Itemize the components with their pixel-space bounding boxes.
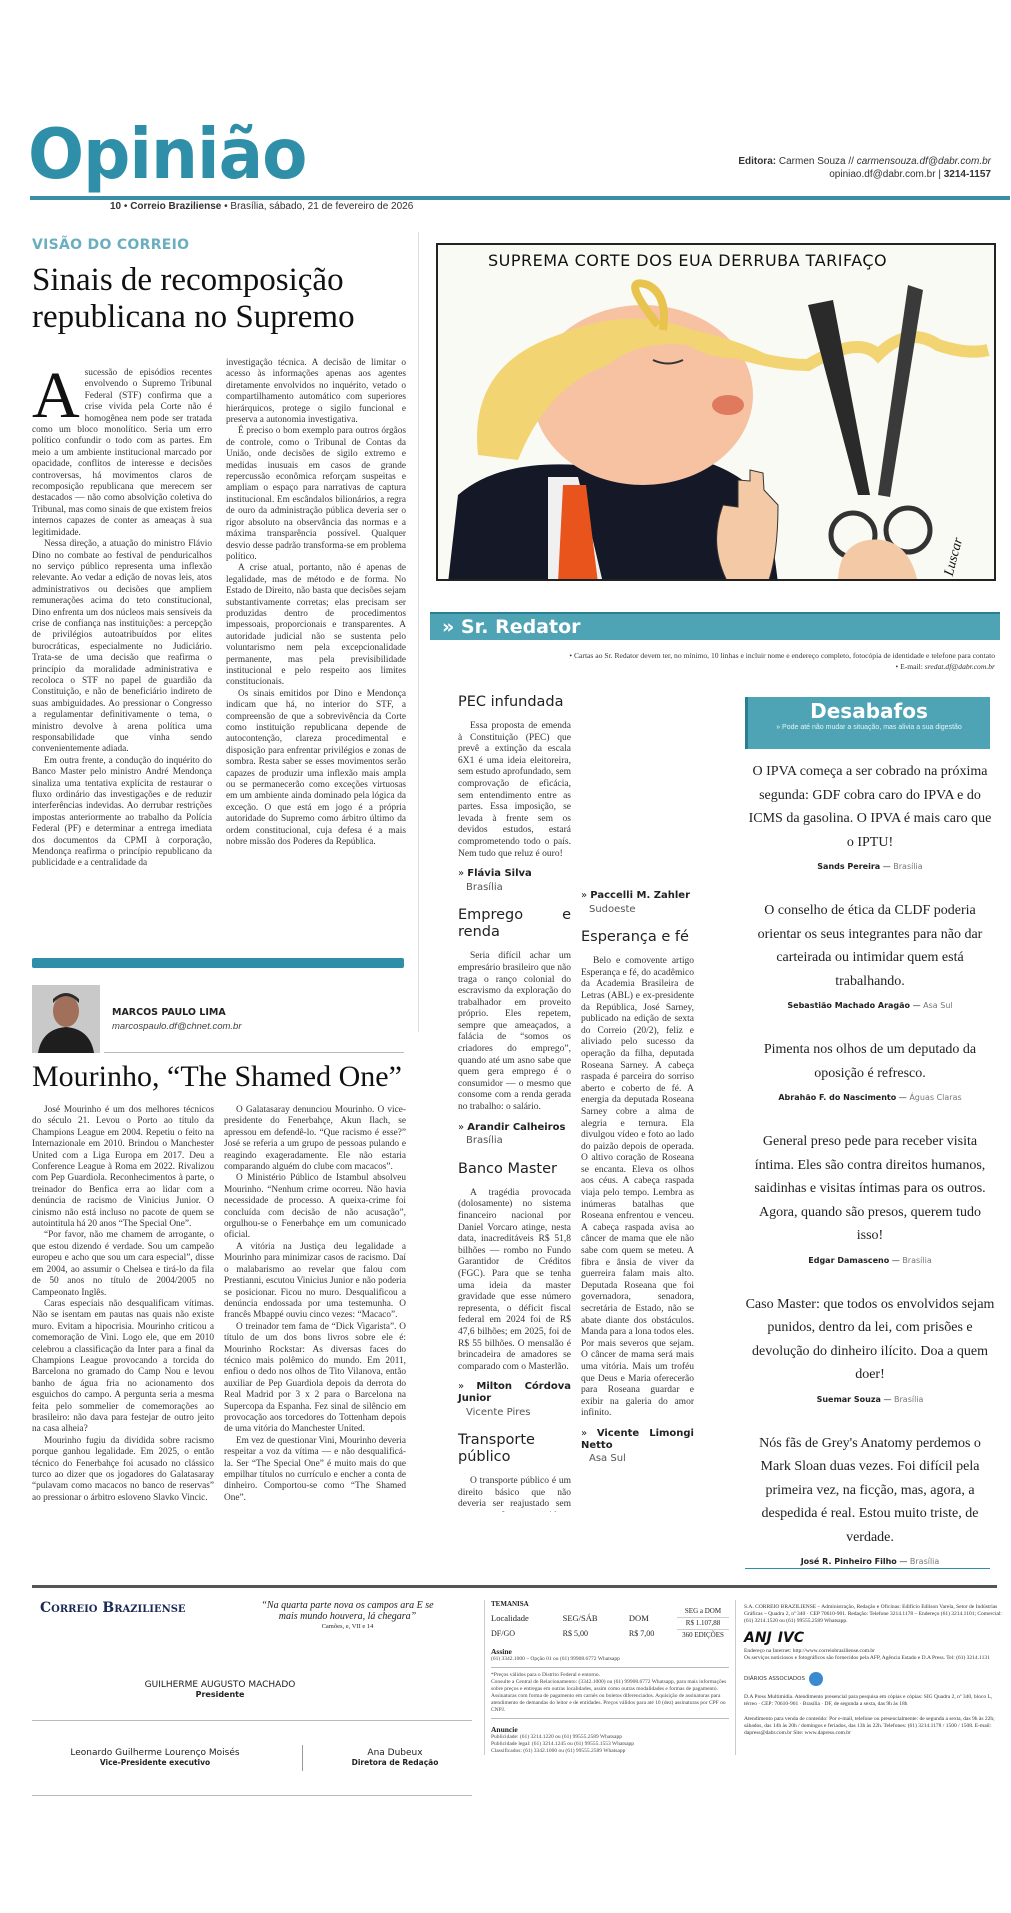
desabafo-city: Águas Claras: [909, 1093, 962, 1102]
letter-text: Seria difícil achar um empresário brasileiro que não traga o ranço colonial do escravismo da exploração do trabalhador em proveito próprio. Eles repetem, sempre que ameaçados, a falácia de “somos os criadores do emprego”, quando até um asno sabe que quem gera emprego é o consumidor — o mesmo que consome com a renda gerada no trabalho: o salário.: [458, 951, 571, 1113]
letter-city: Asa Sul: [589, 1453, 626, 1465]
vp-name: Leonardo Guilherme Lourenço Moisés: [70, 1748, 240, 1758]
director-role: Diretora de Redação: [351, 1758, 439, 1767]
admin-address: S.A. CORREIO BRAZILIENSE – Administração, Redação e Oficinas: Edifício Edilson Varela, Setor de Indústrias Gráficas – Quadra 2, nº 340 · CEP 70610-901. Redação: Telefone 3214.1178 – Endereço (61) 3214.1101; Comercial: (61) 3214.1520 ou (61) 99555.2589 Whatsapp.: [744, 1604, 1002, 1624]
editors-email[interactable]: carmensouza.df@dabr.com.br: [856, 156, 991, 167]
association-logos: [744, 1630, 1004, 1646]
price-note: *Preços válidos para o Distrito Federal e entorno.: [491, 1672, 601, 1678]
price-box: [484, 1600, 736, 1755]
admin-photos: Os serviços noticiosos e fotográficos são fornecidos pela AFP, Agência Estado e D.A Press. Tel: (61) 3214.1131: [744, 1655, 990, 1661]
desabafo-author: José R. Pinheiro Filho: [800, 1557, 897, 1566]
footer-separator: [302, 1745, 303, 1771]
letter-city: Sudoeste: [589, 903, 636, 915]
letter-city: Brasília: [466, 881, 503, 893]
letter: [458, 694, 571, 893]
letter-title: PEC infundada: [458, 694, 564, 710]
desabafo-item: O IPVA começa a ser cobrado na próxima segunda: GDF cobra caro do IPVA e do ICMS da gasolina. O IPVA é mais caro que o IPTU! Sands Pereira — Brasília: [745, 760, 995, 871]
letter-title: Transporte público: [458, 1432, 535, 1466]
price-header: SEG/SÁB: [562, 1613, 598, 1623]
cartoon-signature: Luscar: [941, 536, 967, 578]
desabafo-author: Sands Pereira: [817, 862, 881, 871]
letter-author: » Arandir Calheiros: [458, 1122, 571, 1134]
letter-author: » Flávia Silva: [458, 868, 571, 880]
price-header-row: [491, 1610, 677, 1626]
sr-redator-email-label: E-mail:: [900, 662, 923, 671]
editorial-paragraph: Os sinais emitidos por Dino e Mendonça indicam que há, no interior do STF, a compreensão de que a sobrevivência da Corte como instituição republicana depende de autocontenção, clareza procedimental e disposição para enfrentar privilégios e zonas de sombra. Resta saber se esses movimentos serão capazes de produzir uma inflexão mais ampla ou se permanecerão como exceções virtuosas em um ambiente ainda dominado pela lógica da exceção. O que está em jogo é a própria autoridade do Supremo como árbitro último da ordem constitucional, cuja defesa é a mais nobre missão dos Poderes da República.: [226, 688, 406, 848]
column-body-1: [32, 1105, 214, 1504]
letter-author: » Milton Córdova Junior: [458, 1381, 571, 1404]
desabafo-city: Brasília: [894, 1394, 924, 1404]
column-body-2: [224, 1105, 406, 1504]
desabafo-author: Sebastião Machado Aragão: [787, 1001, 911, 1010]
dateline: 10 • Correio Braziliense • Brasília, sábado, 21 de fevereiro de 2026: [110, 201, 414, 212]
editorial-column-2: [226, 358, 406, 848]
vice-president: [40, 1748, 270, 1767]
administration-box: [744, 1604, 1004, 1745]
price-cell: R$ 5,00: [562, 1629, 588, 1638]
price-header: Localidade: [491, 1613, 529, 1623]
letter-text: Belo e comovente artigo Esperança e fé, do acadêmico da Academia Brasileira de Letras (ABL) e ex-presidente da República, José Sarney, publicado na edição de sexta do Correio (20/2), feliz e aliviado pelo sucesso da operação da filha, deputada Roseana Sarney. A cabeça raspada é parceira do sorriso aberto e coberto de fé. A energia da deputada Roseana Sarney cobre a alma de alegria e ternura. Ela divulgou vídeo e foto ao lado do paizão depois de operada. O altivo coração de Roseana se encanta. Eleva os olhos aos céus. A cabeça raspada viaja pelo tempo. Lembra as inúmeras batalhas que Roseana enfrentou e venceu. A cabeça raspada avisa ao câncer de mama que ele não sabe com quem se meteu. A fibra e ânsia de viver da guerreira falam mais alto. Deputada Roseana que foi governadora, senadora, secretária de Estado, não se abate diante dos obstáculos. Manda para a lona todos eles. Por mais severos que sejam. O câncer de mama será mais uma vitória. Mais um troféu que Deus e Maria oferecerão para Roseana guardar e exibir na galeria do amor infinito.: [581, 956, 694, 1419]
desabafos-header: [745, 697, 990, 749]
editorial-cartoon: [436, 243, 996, 581]
letter-author: » Vicente Limongi Netto: [581, 1428, 694, 1451]
desabafo-city: Brasília: [893, 862, 923, 871]
anuncie-line: Classificados: (61) 3342.1000 ou (61) 99555.2589 Whatsapp: [491, 1748, 626, 1754]
footer-rule: [32, 1585, 997, 1588]
desabafo-text: O conselho de ética da CLDF poderia orientar os seus integrantes para não dar carteirada ou intimidar quem está trabalhando.: [757, 903, 983, 989]
editorial-column-1: [32, 359, 212, 870]
desabafo-item: General preso pede para receber visita íntima. Eles são contra direitos humanos, saidinhas e visitas íntimas para os outros. Agora, quando são presos, querem tudo isso! Edgar Damasceno — Brasília: [745, 1130, 995, 1265]
price-cell: R$ 7,00: [628, 1629, 655, 1638]
editorial-paragraph: sucessão de episódios recentes envolvendo o Supremo Tribunal Federal (STF) confirma que a crise vivida pela Corte não é homogênea nem pode ser tratada como um bloco monolítico. Seria um erro político confundir o todo com as partes. Em meio a um ambiente institucional marcado por opacidade, conflitos de interesse e decisões controversas, há movimentos claros de recomposição republicana que merecem ser destacados — não como absolvição coletiva do Tribunal, mas como sinais de que existem freios internos capazes de conter as ameaças à sua legitimidade.: [32, 368, 212, 538]
letter-author: » Paccelli M. Zahler: [581, 890, 694, 902]
cartoon-illustration: [438, 245, 996, 581]
letters-column-2: [581, 694, 694, 1479]
letter-city: Vicente Pires: [466, 1406, 531, 1418]
desabafo-author: Suemar Souza: [816, 1394, 881, 1404]
subscription-editions: 360 EDIÇÕES: [682, 1631, 724, 1639]
price-table: [491, 1610, 677, 1641]
desabafo-text: Nós fãs de Grey's Anatomy perdemos o Mark Sloan duas vezes. Foi difícil pela primeira vez, na ficção, mas, agora, a despedida é real. Estou muito triste, de verdade.: [759, 1435, 981, 1545]
assine-text: (61) 3342.1000 – Opção 01 ou (61) 99908.6772 Whatsapp: [491, 1656, 729, 1668]
price-cell: DF/GO: [491, 1629, 516, 1638]
column-paragraph: O Galatasaray denunciou Mourinho. O vice-presidente do Fenerbahçe, Akun Ilach, se apressou em defendê-lo. “Que racismo é esse?” José se referia a um grupo de pessoas pulando e reagindo exageradamente. Ele não estaria comparando alguém do clube com macacos”.: [224, 1105, 406, 1173]
desabafo-text: General preso pede para receber visita íntima. Eles são contra direitos humanos, saidinhas e visitas íntimas para os outros. Agora, quando são presos, querem tudo isso!: [754, 1134, 986, 1243]
letter-title: Banco Master: [458, 1160, 557, 1177]
president-name: GUILHERME AUGUSTO MACHADO: [144, 1680, 296, 1690]
anuncie-title: Anuncie: [491, 1725, 518, 1734]
letter: [458, 1432, 571, 1512]
editors-name: Carmen Souza: [778, 156, 846, 167]
letter: [458, 907, 571, 1147]
anuncie-line: Publicidade: (61) 3214.1220 ou (61) 99555.2589 Whatsapp: [491, 1734, 622, 1740]
da-logo-icon: [809, 1672, 823, 1686]
column-paragraph: O treinador tem fama de “Dick Vigarista”. O título de um dos bons livros sobre ele é: Mourinho Rockstar: As diversas faces do técnico mais polêmico do mundo. Em 2011, enfiou o dedo nos olhos de Tito Vilanova, então auxiliar de Pep Guardiola depois da derrota do Real Madrid por 3 x 2 para o Barcelona na Supercopa da Espanha. Fez sinal de silêncio em provocação aos torcedores do Tottenham depois de uma vitória do Manchester United.: [224, 1321, 406, 1435]
section-email[interactable]: opiniao.df@dabr.com.br: [829, 169, 936, 180]
cartoon-caption: SUPREMA CORTE DOS EUA DERRUBA TARIFAÇO: [488, 251, 888, 270]
editorial-paragraph: É preciso o bom exemplo para outros órgãos de controle, como o Tribunal de Contas da União, onde decisões de sigilo extremo e medidas inusuais em casos de grande repercussão econômica reforçam suspeitas e ampliam o espaço para narrativas de captura institucional. Em escândalos bilionários, a regra de ouro da administração pública deveria ser o rigor absoluto na observância das normas e a máxima transparência possível. Qualquer desvio desse padrão transforma-se em problema político.: [226, 426, 406, 562]
desabafo-item: O conselho de ética da CLDF poderia orientar os seus integrantes para não dar carteirada ou intimidar quem está trabalhando. Sebastião Machado Aragão — Asa Sul: [745, 899, 995, 1010]
author-photo: [32, 985, 100, 1053]
ivc-logo: IVC: [777, 1630, 805, 1646]
quote-source: Camões, e, VII e 14: [321, 1623, 374, 1630]
admin-internet[interactable]: Endereço na Internet: http://www.correiobraziliense.com.br: [744, 1648, 875, 1654]
desabafo-city: Brasília: [909, 1557, 940, 1566]
letter-text: Essa proposta de emenda à Constituição (PEC) que prevê a extinção da escala 6X1 é uma ideia eleitoreira, sem estudo aprofundado, sem comprovação de eficácia, sem entendimento entre as partes. Essa imposição, se levada à frente sem os devidos estudos, estará comprometendo todo o país. Nem tudo que reluz é ouro!: [458, 721, 571, 859]
letter-city: Brasília: [466, 1135, 503, 1147]
sr-redator-note: • Cartas ao Sr. Redator devem ter, no mínimo, 10 linhas e incluir nome e endereço completo, fotocópia de identidade e telefone para contato • E-mail: sredat.df@dabr.com.br: [569, 651, 995, 671]
column-divider: [418, 232, 419, 1032]
masthead-quote: “Na quarta parte nova os campos ara E se mais mundo houvera, lá chegara”: [261, 1600, 434, 1622]
column-paragraph: Caras especiais não desqualificam vítimas. Não se isentam em pautas nas quais não existe muro. Evitam a hipocrisia. Mourinho criticou a comemoração de Vini. Logo ele, que em 2010 celebrou a classificação da Inter para a final da Champions League provocando a torcida do Barcelona no gramado do Camp Nou e levou banho de água fria no acionamento dos esguichos do campo. A pergunta seria a mesma feita pelo sommelier de comemorações ao brasileiro: não dava para festejar de outro jeito na casa alheia?: [32, 1298, 214, 1435]
editors-label: Editora:: [738, 156, 777, 167]
editors-box: Editora: Carmen Souza // carmensouza.df@dabr.com.br opiniao.df@dabr.com.br | 3214-1157: [738, 156, 991, 180]
editorial-paragraph: A crise atual, portanto, não é apenas de legalidade, mas de método e de forma. No Estado de Direito, não basta que decisões sejam substantivamente corretas; elas precisam ser produzidas dentro de procedimentos impessoais, proporcionais e transparentes. A autoridade judicial não se sustenta pelo voluntarismo nem pela excepcionalidade permanente, mas pela previsibilidade institucional e pelo respeito aos limites constitucionais.: [226, 563, 406, 688]
director: [320, 1748, 470, 1767]
desabafo-text: Caso Master: que todos os envolvidos sejam punidos, dentro da lei, com prisões e devolução do dinheiro ilícito. Doa a quem doer!: [745, 1296, 995, 1382]
desabafo-text: Pimenta nos olhos de um deputado da oposição é refresco.: [763, 1042, 977, 1081]
sr-redator-header: » Sr. Redator: [430, 612, 1000, 640]
desabafo-author: Abrahão F. do Nascimento: [778, 1093, 897, 1102]
dropcap: A: [32, 359, 80, 432]
author-email[interactable]: marcospaulo.df@chnet.com.br: [112, 1021, 242, 1032]
desabafo-city: Brasília: [902, 1255, 932, 1265]
sr-redator-email[interactable]: sredat.df@dabr.com.br: [924, 662, 995, 671]
editorial-paragraph: Nessa direção, a atuação do ministro Flávio Dino no combate ao festival de penduricalhos no serviço público representa uma inflexão relevante. Ao vedar a edição de novas leis, atos administrativos ou decisões que ampliem remunerações acima do teto constitucional, Dino enfrenta um dos núcleos mais sensíveis da crise de confiança nas instituições: a percepção de privilégios autoatribuídos por elites burocráticas, especialmente no Judiciário. Trata-se de uma decisão que reafirma o princípio da moralidade administrativa e recoloca o STF no papel de guardião da Constituição, e não de beneficiário indireto de suas ambiguidades. Ao pressionar o Congresso a regulamentar definitivamente o tema, o ministro devolve à arena política uma responsabilidade que vinha sendo convenientemente adiada.: [32, 539, 212, 755]
desabafo-item: Nós fãs de Grey's Anatomy perdemos o Mark Sloan duas vezes. Foi difícil pela primeira vez, na ficção, mas, agora, a despedida é real. Estou muito triste, de verdade. José R. Pinheiro Filho — Brasília: [745, 1432, 995, 1567]
column-bar: [32, 958, 404, 968]
letter-title: Esperança e fé: [581, 929, 689, 946]
desabafos-subtitle: » Pode até não mudar a situação, mas alivia a sua digestão: [776, 724, 962, 731]
page-number: 10: [110, 201, 122, 212]
editorial-paragraph: investigação técnica. A decisão de limitar o acesso às informações apenas aos agentes diretamente envolvidos no inquérito, vetado o compartilhamento automático com superiores hierárquicos, protege o sigilo funcional e preserva a autonomia investigativa.: [226, 358, 406, 426]
letter-text: A tragédia provocada (dolosamente) no sistema financeiro nacional por Daniel Vorcaro atinge, nesta data, inacreditáveis R$ 51,8 bilhões — rombo no Fundo Garantidor de Créditos (FGC). Para que se tenha uma ideia da master gravidade que esse número representa, o déficit fiscal federal em 2024 foi de R$ 47,6 bilhões; em 2025, foi de R$ 55 bilhões. O mensalão é brincadeira de amadores se comparado com o Masterlão.: [458, 1187, 571, 1372]
desabafo-item: Pimenta nos olhos de um deputado da oposição é refresco. Abrahão F. do Nascimento — Águas Claras: [745, 1038, 995, 1102]
column-paragraph: O Ministério Público de Istambul absolveu Mourinho. “Nenhum crime ocorreu. Não havia necessidade de processo. A queixa-crime foi concluída com decisão de não acusação”, orgulhou-se o Fenerbahçe em um comunicado oficial.: [224, 1173, 406, 1241]
letter-continuation: [581, 890, 694, 915]
letter-text: O transporte público é um direito básico que não deveria ser reajustado sem: [458, 1476, 571, 1510]
desabafo-item: Caso Master: que todos os envolvidos sejam punidos, dentro da lei, com prisões e devolução do dinheiro ilícito. Doa a quem doer! Suemar Souza — Brasília: [745, 1293, 995, 1404]
editorial-kicker: VISÃO DO CORREIO: [32, 237, 190, 253]
price-label: TEMANISA: [491, 1600, 529, 1608]
section-phone: 3214-1157: [943, 169, 991, 180]
letter: [458, 1161, 571, 1418]
header-rule: [30, 196, 1010, 200]
price-header: DOM: [628, 1613, 649, 1623]
desabafos-list: [745, 760, 995, 1594]
desabafo-city: Asa Sul: [923, 1001, 953, 1010]
column-paragraph: Mourinho fugiu da dividida sobre racismo porque ganhou legalidade. Em 2025, o então técnico do Fenerbahçe foi acusado no clássico turco ao dizer que os jogadores do Galatasaray “pulavam como macacos no banco de reservas” ao pressionar o árbitro esloveno Slavko Vincic.: [32, 1435, 214, 1503]
paper-name: Correio Braziliense: [130, 201, 222, 212]
sr-redator-rules: Cartas ao Sr. Redator devem ter, no mínimo, 10 linhas e incluir nome e endereço completo, fotocópia de identidade e telefone para contato: [573, 651, 995, 660]
vp-role: Vice-Presidente executivo: [99, 1758, 211, 1767]
footer-divider: [32, 1795, 472, 1796]
editorial-paragraph: Em outra frente, a condução do inquérito do Banco Master pelo ministro André Mendonça sinaliza uma tentativa explícita de restaurar o fluxo ordinário das investigações e de reduzir interferências indevidas. Ao derrubar restrições impostas anteriormente ao trabalho da Polícia Federal (PF) e determinar a entrega imediata dos documentos da CPMI à corporação, Mendonça reafirma o princípio republicano da publicidade e a centralidade da: [32, 755, 212, 869]
date: Brasília, sábado, 21 de fevereiro de 2026: [230, 201, 414, 212]
president-role: Presidente: [195, 1690, 245, 1699]
column-paragraph: Em vez de questionar Vini, Mourinho deveria respeitar a voz da vítima — e não desqualificá-la. Ser “The Special One” é muito mais do que empilhar títulos no currículo e encher a conta de dinheiro. Comportou-se como “The Shamed One”.: [224, 1435, 406, 1503]
author-name: MARCOS PAULO LIMA: [112, 1007, 226, 1018]
director-name: Ana Dubeux: [367, 1748, 423, 1758]
service-info: Atendimento para venda de conteúdo: Por e-mail, telefone ou presencialmente: de segunda a sexta, das 9h às 22h; sábados, das 14h às 20h / domingos e feriados, das 13h às 22h. Telefones: (61) 3214.1178 / 1500 / 1508. E-mail: dapress@dabr.com.br Site: www.dapress.com.br: [744, 1716, 995, 1736]
dapress-info: D.A Press Multimídia. Atendimento presencial para pesquisa em cópias e cópias: SIG Quadra 2, nº 340, bloco L, térreo · CEP: 70610-901 · Brasília · DF, de segunda a sexta, das 9h às 18h: [744, 1694, 993, 1707]
price-row: [491, 1626, 677, 1641]
desabafos-bottom-rule: [745, 1568, 990, 1569]
letters-column-1: [458, 694, 571, 1512]
correio-logo: Correio Braziliense: [40, 1600, 186, 1616]
anj-logo: ANJ: [744, 1630, 772, 1646]
anuncie-line: Publicidade legal: (61) 3214.1245 ou (61) 99555.1553 Whatsapp: [491, 1741, 635, 1747]
column-rule: [104, 1052, 404, 1053]
editorial-title: Sinais de recomposição republicana no Supremo: [32, 262, 355, 335]
associados-label: DIÁRIOS ASSOCIADOS: [744, 1675, 805, 1682]
assine-title: Assine: [491, 1647, 512, 1656]
desabafo-author: Edgar Damasceno: [808, 1255, 890, 1265]
letter-title: Emprego e renda: [458, 907, 571, 941]
footer-divider: [32, 1720, 472, 1721]
subscription-value: R$ 1.107,88: [677, 1617, 729, 1630]
section-title: Opinião: [28, 114, 307, 195]
subscription-label: SEG a DOM: [684, 1607, 722, 1615]
column-paragraph: “Por favor, não me chamem de arrogante, o que estou dizendo é verdade. Sou um campeão europeu e acho que sou um cara especial”, disse em 2004, ao assumir o Chelsea e tirá-lo da fila de 50 anos no título de 2004/2005 no Campeonato Inglês.: [32, 1230, 214, 1298]
column-paragraph: José Mourinho é um dos melhores técnicos do século 21. Levou o Porto ao título da Champions League em 2004. Repetiu o feito na Internazionale em 2010. Brindou o Manchester United com a Liga Europa em 2017. Deu a Conference League à Roma em 2022. Rivalizou com Pep Guardiola. Reconhecimentos à parte, o treinador do Benfica erra ao lidar com a denúncia de racismo de Vinicius Junior. O cinismo não está incluso no pacote de quem se autointitula há 20 anos “The Special One”.: [32, 1105, 214, 1230]
column-title: Mourinho, “The Shamed One”: [32, 1060, 402, 1093]
price-note-detail: Consulte a Central de Relacionamento: (3342.1000) ou (61) 99908.6772 Whatsapp, para mais informações sobre preços e entregas em outras localidades, assim como outras modalidades e formas de pagamento. Assinaturas com forma de pagamento em carnês ou boletos diferenciados. Aquisição de assinaturas para atendimento de demandas do leitor e de entidades. Preços válidos para até 10 (dez) assinaturas por CPF ou CNPJ.: [491, 1679, 729, 1719]
diarios-associados: [744, 1672, 1004, 1686]
president: [100, 1680, 340, 1699]
desabafo-text: O IPVA começa a ser cobrado na próxima segunda: GDF cobra caro do IPVA e do ICMS da gasolina. O IPVA é mais caro que o IPTU!: [748, 764, 992, 850]
desabafos-title: Desabafos: [810, 699, 928, 723]
column-paragraph: A vitória na Justiça deu legalidade a Mourinho para minimizar casos de racismo. Daí o malabarismo ao revelar que falou com Prestianni, escutou Vinicius Junior e não poderia se posicionar. Ficou no muro. Desqualificou a denúncia endossada por uma testemunha. O francês Mbappé ouviu cinco vezes: “Macaco”.: [224, 1241, 406, 1321]
letter: [581, 929, 694, 1465]
